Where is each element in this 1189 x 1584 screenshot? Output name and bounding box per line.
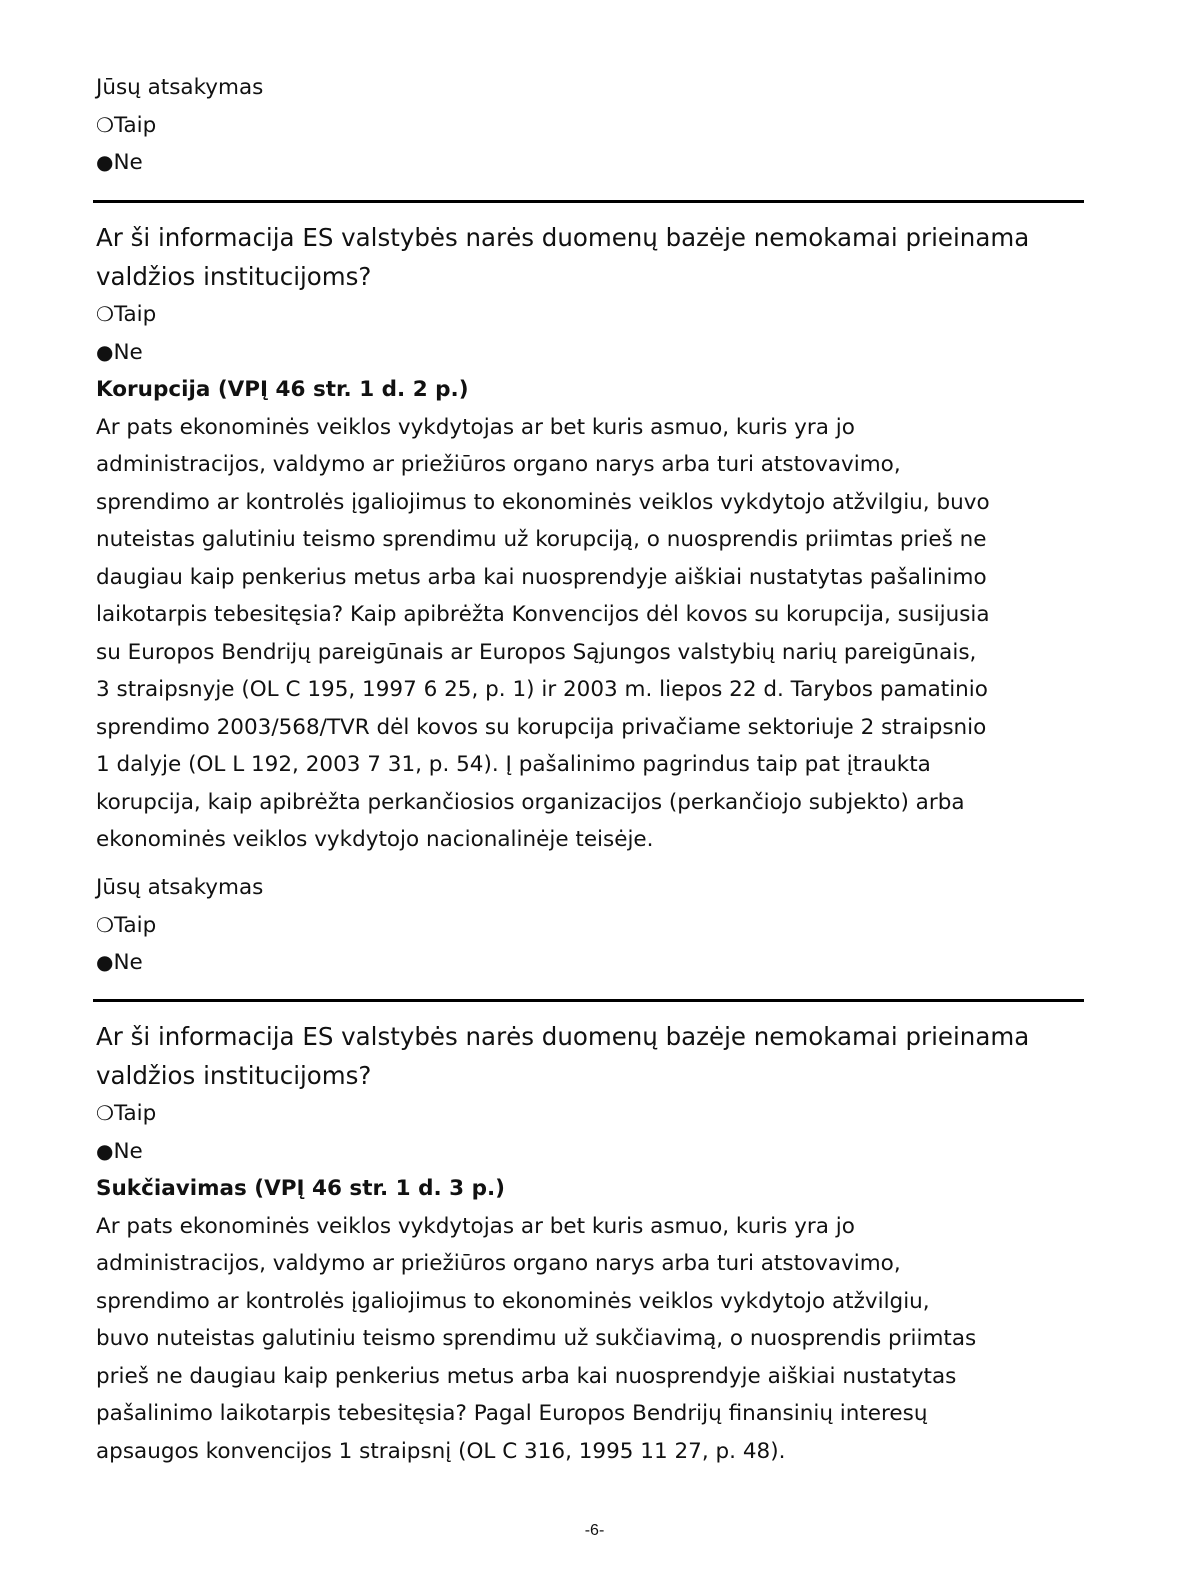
radio-yes-label: Taip (113, 112, 157, 138)
radio-yes[interactable] (96, 107, 1096, 145)
radio-no[interactable] (96, 1133, 1096, 1171)
radio-selected-icon[interactable]: ● (96, 1138, 114, 1163)
paragraph-line: prieš ne daugiau kaip penkerius metus arba kai nuosprendyje aiškiai nustatytas (96, 1363, 957, 1389)
paragraph-line: sprendimo ar kontrolės įgaliojimus to ekonominės veiklos vykdytojo atžvilgiu, (96, 1288, 930, 1314)
paragraph-line: Ar pats ekonominės veiklos vykdytojas ar bet kuris asmuo, kuris yra jo (96, 414, 855, 440)
question-text: Ar ši informacija ES valstybės narės duomenų bazėje nemokamai prieinama (96, 223, 1030, 252)
radio-no-label: Ne (113, 150, 143, 175)
answer-group (96, 869, 1096, 982)
paragraph-line: 1 dalyje (OL L 192, 2003 7 31, p. 54). Į pašalinimo pagrindus taip pat įtraukta (96, 752, 931, 777)
question-group (96, 1017, 1096, 1470)
radio-yes[interactable] (96, 296, 1096, 334)
paragraph-line: sprendimo 2003/568/TVR dėl kovos su korupcija privačiame sektoriuje 2 straipsnio (96, 714, 987, 740)
paragraph-line: ekonominės veiklos vykdytojo nacionalinėje teisėje. (96, 827, 654, 852)
radio-yes-label: Taip (113, 302, 157, 327)
radio-unselected-icon[interactable]: ❍ (96, 912, 114, 937)
radio-no[interactable] (96, 334, 1096, 372)
divider (93, 200, 1084, 203)
radio-no-label: Ne (113, 339, 143, 365)
paragraph-line: sprendimo ar kontrolės įgaliojimus to ekonominės veiklos vykdytojo atžvilgiu, buvo (96, 489, 990, 515)
radio-selected-icon[interactable]: ● (96, 339, 114, 364)
section-heading: Korupcija (VPĮ 46 str. 1 d. 2 p.) (96, 377, 469, 402)
section-heading: Sukčiavimas (VPĮ 46 str. 1 d. 3 p.) (96, 1176, 505, 1201)
answer-label: Jūsų atsakymas (96, 75, 264, 100)
question-text: Ar ši informacija ES valstybės narės duomenų bazėje nemokamai prieinama (96, 1022, 1030, 1051)
radio-yes[interactable] (96, 1095, 1096, 1133)
question-text: valdžios institucijoms? (96, 262, 372, 291)
paragraph-line: nuteistas galutiniu teismo sprendimu už korupciją, o nuosprendis priimtas prieš ne (96, 527, 987, 552)
paragraph-line: buvo nuteistas galutiniu teismo sprendimu už sukčiavimą, o nuosprendis priimtas (96, 1326, 977, 1351)
radio-no-label: Ne (113, 1138, 143, 1164)
paragraph-line: korupcija, kaip apibrėžta perkančiosios organizacijos (perkančiojo subjekto) arba (96, 789, 965, 815)
radio-yes-label: Taip (113, 912, 157, 938)
radio-yes-label: Taip (113, 1101, 157, 1126)
paragraph-line: su Europos Bendrijų pareigūnais ar Europos Sąjungos valstybių narių pareigūnais, (96, 639, 977, 665)
radio-selected-icon[interactable]: ● (96, 150, 114, 174)
radio-selected-icon[interactable]: ● (96, 950, 114, 974)
paragraph-line: Ar pats ekonominės veiklos vykdytojas ar bet kuris asmuo, kuris yra jo (96, 1213, 855, 1239)
radio-yes[interactable] (96, 907, 1096, 945)
radio-unselected-icon[interactable]: ❍ (96, 1101, 114, 1125)
answer-group (96, 69, 1096, 182)
radio-no[interactable] (96, 944, 1096, 982)
radio-no[interactable] (96, 144, 1096, 182)
paragraph-line: apsaugos konvencijos 1 straipsnį (OL C 316, 1995 11 27, p. 48). (96, 1438, 786, 1464)
paragraph-line: administracijos, valdymo ar priežiūros organo narys arba turi atstovavimo, (96, 1251, 901, 1276)
paragraph-line: 3 straipsnyje (OL C 195, 1997 6 25, p. 1) ir 2003 m. liepos 22 d. Tarybos pamatinio (96, 677, 988, 702)
radio-no-label: Ne (113, 950, 143, 975)
paragraph-line: pašalinimo laikotarpis tebesitęsia? Pagal Europos Bendrijų finansinių interesų (96, 1401, 928, 1426)
question-text: valdžios institucijoms? (96, 1061, 372, 1090)
page-number: -6- (584, 1522, 605, 1539)
paragraph-line: laikotarpis tebesitęsia? Kaip apibrėžta Konvencijos dėl kovos su korupcija, susijusia (96, 602, 990, 627)
radio-unselected-icon[interactable]: ❍ (96, 112, 114, 137)
answer-label: Jūsų atsakymas (96, 875, 264, 900)
paragraph-line: administracijos, valdymo ar priežiūros organo narys arba turi atstovavimo, (96, 452, 901, 477)
radio-unselected-icon[interactable]: ❍ (96, 302, 114, 326)
question-group (96, 218, 1096, 859)
divider (93, 999, 1084, 1002)
paragraph-line: daugiau kaip penkerius metus arba kai nuosprendyje aiškiai nustatytas pašalinimo (96, 564, 987, 590)
